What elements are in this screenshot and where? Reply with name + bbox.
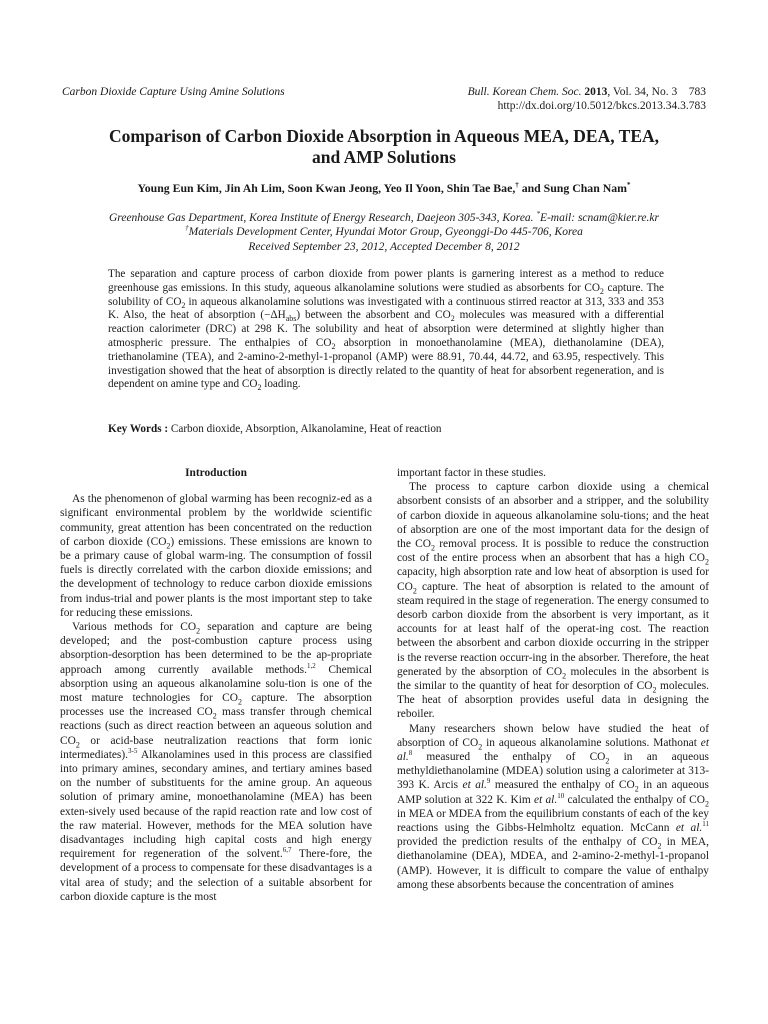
running-title: Carbon Dioxide Capture Using Amine Solutions bbox=[62, 86, 285, 98]
dagger-mark: † bbox=[515, 181, 519, 190]
subscript: 2 bbox=[181, 300, 186, 310]
journal-volume: , Vol. 34, No. 3 bbox=[607, 86, 678, 98]
subscript: 2 bbox=[257, 383, 262, 393]
paragraph: Many researchers shown below have studied the heat of absorption of $CO_2$ in aqueous alkanolamine solutions. Mathonat et al.$^8$ measured the enthalpy of $CO_2$ in an aqueous methyldiethanolamine (MDEA) solution using a calorimeter at 313-393 K. Arcis et al.$^9$ measured the enthalpy of $CO_2$ in an aqueous AMP solution at 322 K. Kim et al.$^{10}$ calculated the enthalpy of $CO_2$ in MEA or MDEA from the equilibrium constants of each of the key reactions using the Gibbs-Helmholtz equation. McCann et al.$^{11}$ provided the prediction results of the enthalpy of $CO_2$ in MEA, diethanolamine (DEA), MDEA, and 2-amino-2-methyl-1-propanol (AMP). However, it is difficult to compare the value of enthalpy among these absorbents because the concentration of amines bbox=[397, 722, 709, 891]
journal-citation bbox=[468, 85, 706, 113]
affiliation bbox=[60, 211, 708, 254]
citation-ref[interactable]: 9 bbox=[486, 777, 491, 786]
subscript: abs bbox=[285, 314, 297, 324]
subscript: 2 bbox=[331, 342, 336, 352]
author-list bbox=[60, 181, 708, 196]
abstract-text: absorption in monoethanolamine (MEA), diethanolamine (DEA), triethanolamine (TEA), and 2-amino-2-methyl-1-propanol (AMP) were 88.91, 70.44, 44.72, and 63.95, respectively. This investigation showed that the heat of absorption is directly related to the quantity of heat for absorbent regeneration, and is dependent on amine type and CO bbox=[108, 336, 664, 391]
page-number: 783 bbox=[688, 86, 706, 98]
keywords-label: Key Words : bbox=[108, 423, 169, 435]
subscript: 2 bbox=[450, 314, 455, 324]
paragraph: Various methods for $CO_2$ separation and capture are being developed; and the post-combustion capture process using absorption-desorption has been determined to be the ap-propriate approach among currently available methods.$^{1,2}$ Chemical absorption using an aqueous alkanolamine solu-tion is one of the most mature technologies for $CO_2$ capture. The absorption processes use the increased $CO_2$ mass transfer through chemical reactions (such as direct reaction between an aqueous solution and $CO_2$ or acid-base neutralization reactions that form ionic intermediates).$^{3-5}$ Alkanolamines used in this process are classified into primary amines, secondary amines, and tertiary amines based on the number of substituents for the amine group. An aqueous solution of primary amine, monoethanolamine (MEA) has been exten-sively used because of the rapid reaction rate and low cost of the raw material. However, methods for the MEA solution have disadvantages including high capital costs and high energy requirement for regeneration of the solvent.$^{6,7}$ There-fore, the development of a process to compensate for these disadvantages is a vital area of study; and the selection of a suitable absorbent for carbon dioxide capture is the most bbox=[60, 621, 373, 903]
abstract-text: The separation and capture process of carbon dioxide from power plants is garnering interest as a method to reduce greenhouse gas emissions. In this study, aqueous alkanolamine solutions were studied as absorbents for CO bbox=[108, 268, 664, 294]
citation-ref[interactable]: 1,2 bbox=[306, 661, 316, 670]
contact-email[interactable]: E-mail: scnam@kier.re.kr bbox=[539, 212, 659, 224]
paragraph: The process to capture carbon dioxide using a chemical absorbent consists of an absorber and a stripper, and the solubility of carbon dioxide in aqueous alkanolamine solu-tions; and the heat of absorption are one of the most important data for the design of the $CO_2$ removal process. It is possible to reduce the construction cost of the entire process when an absorbent that has a high $CO_2$ capacity, high absorption rate and low heat of absorption is used for $CO_2$ capture. The heat of absorption is related to the amount of steam required in the stage of regeneration. The energy consumed to desorb carbon dioxide from the absorbent is very important, as it accounts for at least half of the operat-ing cost. The reaction between the absorbent and carbon dioxide occurring in the stripper is the reverse reaction occurr-ing in the absorber. Therefore, the heat generated by the absorption of $CO_2$ molecules in the absorbent is the similar to the quantity of heat for desorption of $CO_2$ molecules. The heat of absorption provides useful data in designing the reboiler. bbox=[397, 481, 709, 721]
section-heading: Introduction bbox=[185, 467, 247, 479]
citation-ref[interactable]: 11 bbox=[702, 820, 709, 829]
citation-ref[interactable]: 3-5 bbox=[128, 747, 138, 756]
citation-ref[interactable]: 10 bbox=[557, 791, 565, 800]
corresponding-mark: * bbox=[626, 181, 631, 190]
doi-link[interactable]: http://dx.doi.org/10.5012/bkcs.2013.34.3.783 bbox=[497, 100, 706, 112]
affiliation-2: Materials Development Center, Hyundai Motor Group, Gyeonggi-Do 445-706, Korea bbox=[188, 226, 583, 239]
citation-ref[interactable]: 8 bbox=[408, 749, 413, 758]
affiliation-1: Greenhouse Gas Department, Korea Institute of Energy Research, Daejeon 305-343, Korea. bbox=[108, 212, 537, 224]
abstract-text: molecules was measured with a differential reaction calorimeter (DRC) at 298 K. The solubility and heat of absorption were determined at slightly higher than atmospheric pressure. The enthalpies of CO bbox=[108, 309, 664, 349]
column-left bbox=[60, 466, 372, 904]
title-line-2: and AMP Solutions bbox=[312, 147, 456, 167]
abstract-text: in aqueous alkanolamine solutions was investigated with a continuous stirred reactor at 313, 333 and 353 K. Also, the heat of absorption (−ΔH bbox=[108, 295, 664, 322]
title-line-1: Comparison of Carbon Dioxide Absorption in Aqueous MEA, DEA, TEA, bbox=[108, 126, 660, 146]
affiliation-star: * bbox=[536, 210, 540, 219]
journal-year: 2013 bbox=[584, 86, 608, 98]
subscript: 2 bbox=[599, 287, 604, 297]
abstract-text: capture. The solubility of CO bbox=[108, 281, 664, 308]
authors-tail: and Sung Chan Nam bbox=[518, 181, 627, 195]
keywords-text: Carbon dioxide, Absorption, Alkanolamine, Heat of reaction bbox=[168, 423, 442, 435]
citation-ref[interactable]: 6,7 bbox=[282, 846, 292, 855]
abstract-text: loading. bbox=[261, 378, 301, 391]
authors-main: Young Eun Kim, Jin Ah Lim, Soon Kwan Jeong, Yeo Il Yoon, Shin Tae Bae, bbox=[137, 181, 516, 195]
paragraph: important factor in these studies. bbox=[397, 467, 546, 479]
column-right bbox=[397, 466, 709, 892]
journal-name: Bull. Korean Chem. Soc. bbox=[467, 86, 582, 98]
affiliation-dagger: † bbox=[185, 224, 189, 233]
keywords bbox=[108, 423, 664, 435]
abstract-text: ) between the absorbent and CO bbox=[296, 309, 451, 322]
received-dates: Received September 23, 2012, Accepted December 8, 2012 bbox=[248, 240, 520, 253]
paper-title bbox=[60, 126, 708, 168]
paragraph: As the phenomenon of global warming has been recogniz-ed as a significant environmental problem by the worldwide scientific community, great attention has been concentrated on the reduction of carbon dioxide $(CO_2)$ emissions. These emissions are known to be a primary cause of global warm-ing. The consumption of fossil fuels is directly correlated with the carbon dioxide emissions; and the development of technology to reduce carbon dioxide emissions from indus-trial and power plants is the most important step to take for reducing these emissions. bbox=[60, 493, 372, 619]
abstract bbox=[108, 268, 664, 392]
